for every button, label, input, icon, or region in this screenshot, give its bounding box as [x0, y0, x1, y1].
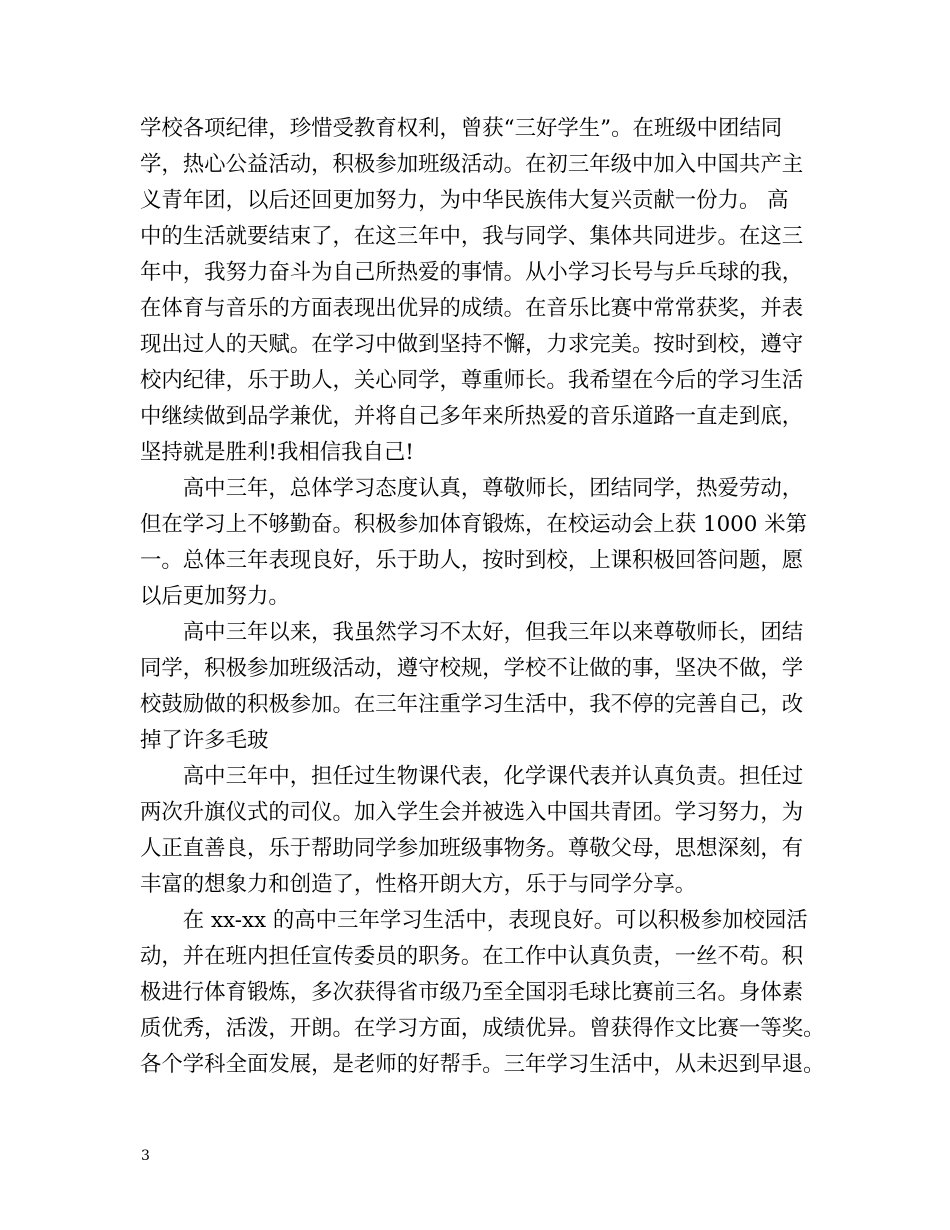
text-line: 一。总体三年表现良好，乐于助人，按时到校，上课积极回答问题，愿: [140, 548, 804, 573]
text-line: 学校各项纪律，珍惜受教育权利，曾获“三好学生”。在班级中团结同: [140, 116, 783, 141]
text-line: 以后更加努力。: [140, 584, 290, 609]
text-line: 人正直善良，乐于帮助同学参加班级事物务。尊敬父母，思想深刻，有: [140, 836, 804, 861]
text-line: 高中三年，总体学习态度认真，尊敬师长，团结同学，热爱劳动，: [140, 476, 804, 501]
text-line: 质优秀，活泼，开朗。在学习方面，成绩优异。曾获得作文比赛一等奖。: [140, 1016, 825, 1041]
text-line: 高中三年以来，我虽然学习不太好，但我三年以来尊敬师长，团结: [140, 620, 804, 645]
text-line: 两次升旗仪式的司仪。加入学生会并被选入中国共青团。学习努力，为: [140, 800, 804, 825]
text-line: 年中，我努力奋斗为自己所热爱的事情。从小学习长号与乒乓球的我，: [140, 260, 804, 285]
text-line: 高中三年中，担任过生物课代表，化学课代表并认真负责。担任过: [140, 764, 804, 789]
text-line: 中继续做到品学兼优，并将自己多年来所热爱的音乐道路一直走到底，: [140, 404, 804, 429]
text-line: 但在学习上不够勤奋。积极参加体育锻炼，在校运动会上获 1000 米第: [140, 512, 807, 537]
text-line: 义青年团，以后还回更加努力，为中华民族伟大复兴贡献一份力。 高: [140, 188, 789, 213]
text-line: 校内纪律，乐于助人，关心同学，尊重师长。我希望在今后的学习生活: [140, 368, 804, 393]
text-line: 同学，积极参加班级活动，遵守校规，学校不让做的事，坚决不做，学: [140, 656, 804, 681]
text-line: 校鼓励做的积极参加。在三年注重学习生活中，我不停的完善自己，改: [140, 692, 804, 717]
text-line: 在体育与音乐的方面表现出优异的成绩。在音乐比赛中常常获奖，并表: [140, 296, 804, 321]
text-line: 各个学科全面发展，是老师的好帮手。三年学习生活中，从未迟到早退。: [140, 1052, 825, 1077]
text-line: 极进行体育锻炼，多次获得省市级乃至全国羽毛球比赛前三名。身体素: [140, 980, 804, 1005]
text-line: 现出过人的天赋。在学习中做到坚持不懈，力求完美。按时到校，遵守: [140, 332, 804, 357]
text-line: 学，热心公益活动，积极参加班级活动。在初三年级中加入中国共产主: [140, 152, 804, 177]
text-line: 中的生活就要结束了，在这三年中，我与同学、集体共同进步。在这三: [140, 224, 804, 249]
page-number: 3: [141, 1148, 150, 1164]
text-line: 掉了许多毛玻: [140, 728, 269, 753]
text-line: 坚持就是胜利!我相信我自己!: [140, 440, 414, 465]
body-text: [140, 111, 824, 1083]
text-line: 丰富的想象力和创造了，性格开朗大方，乐于与同学分享。: [140, 872, 697, 897]
text-line: 动，并在班内担任宣传委员的职务。在工作中认真负责，一丝不苟。积: [140, 944, 804, 969]
text-line: 在 xx-xx 的高中三年学习生活中，表现良好。可以积极参加校园活: [140, 908, 808, 933]
